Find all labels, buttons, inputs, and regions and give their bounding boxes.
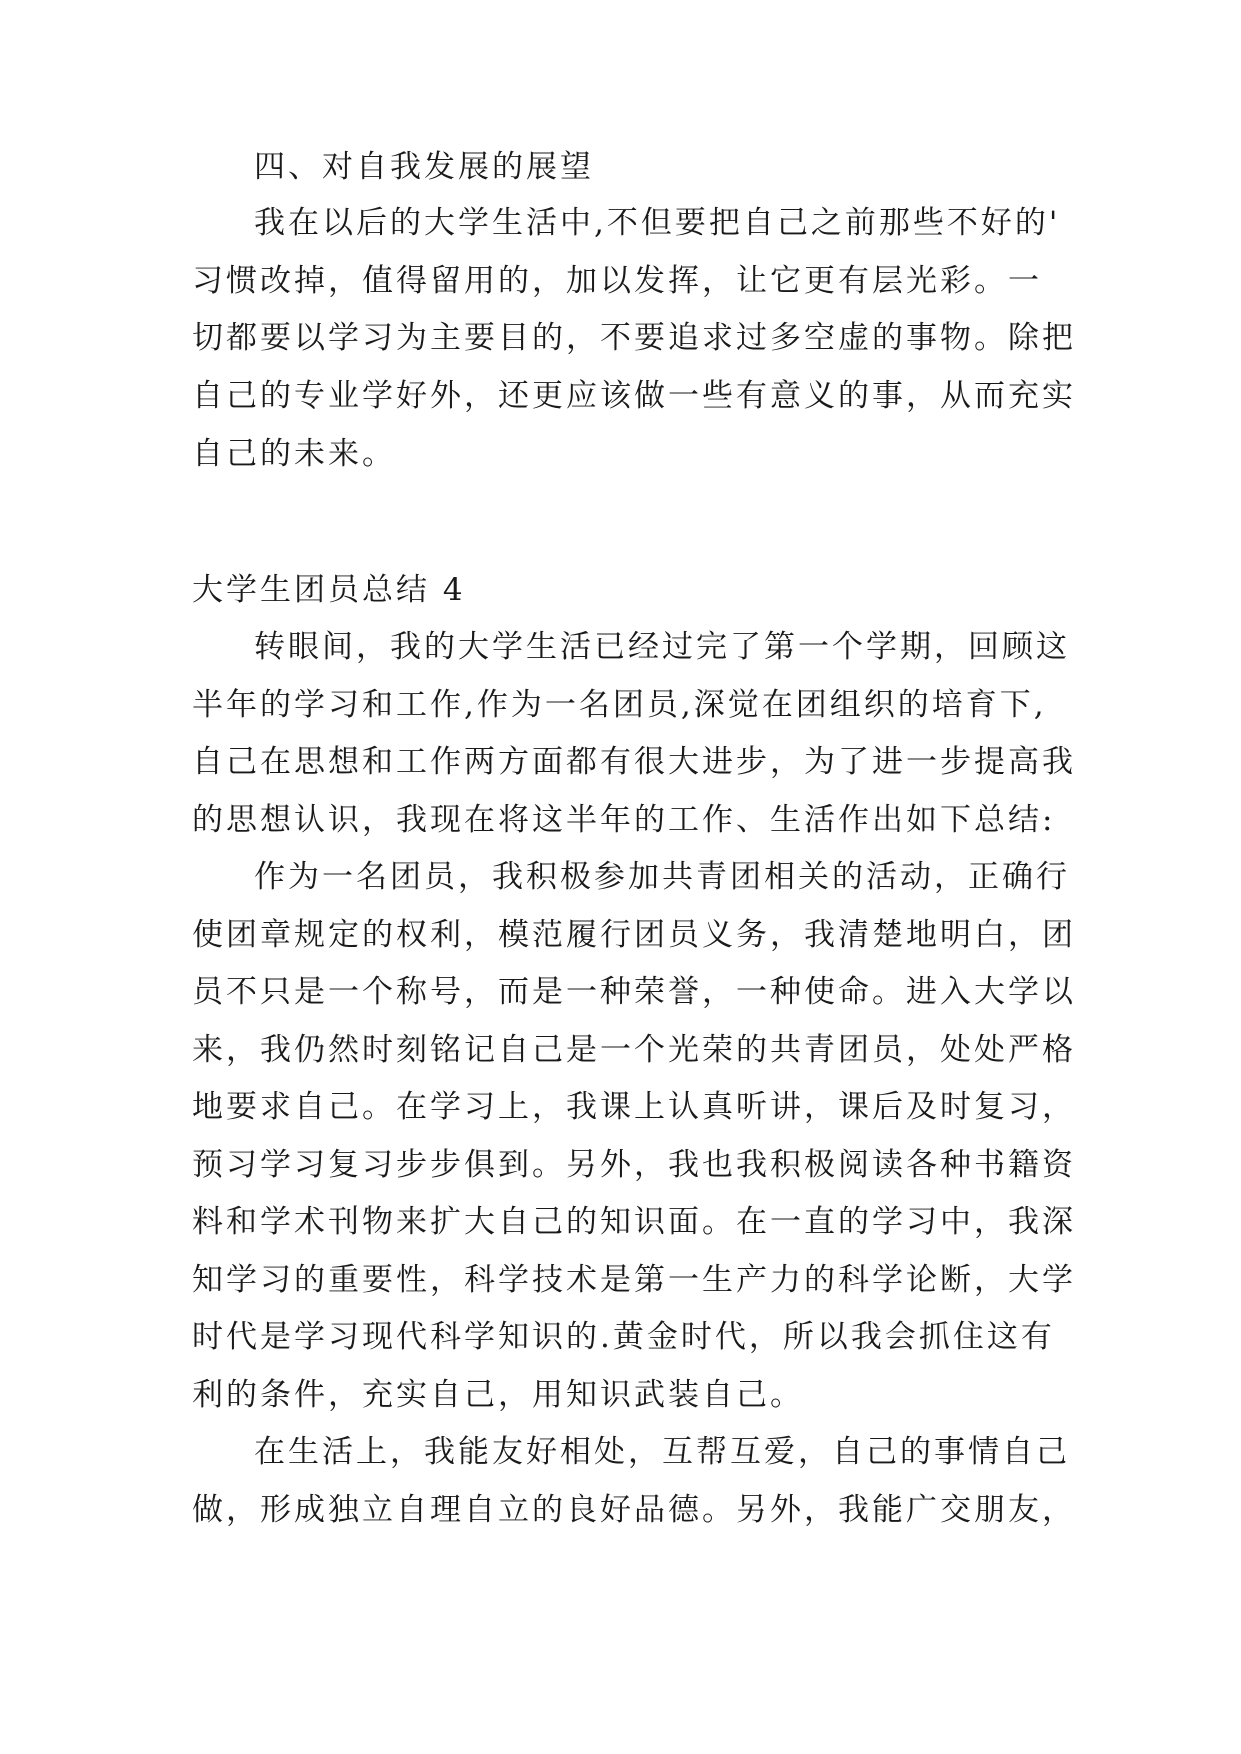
text-line: 时代是学习现代科学知识的.黄金时代，所以我会抓住这有 [192, 1319, 1055, 1355]
text-line: 习惯改掉，值得留用的，加以发挥，让它更有层光彩。一 [192, 263, 1042, 299]
text-line: 员不只是一个称号，而是一种荣誉，一种使命。进入大学以 [192, 974, 1076, 1010]
text-line: 知学习的重要性，科学技术是第一生产力的科学论断，大学 [192, 1262, 1076, 1298]
text-line: 预习学习复习步步俱到。另外，我也我积极阅读各种书籍资 [192, 1147, 1076, 1183]
text-line: 自己的未来。 [192, 436, 396, 472]
text-line: 使团章规定的权利，模范履行团员义务，我清楚地明白，团 [192, 917, 1076, 953]
article-title: 大学生团员总结 4 [192, 572, 466, 608]
text-line: 自己在思想和工作两方面都有很大进步，为了进一步提高我 [192, 744, 1076, 780]
text-line: 料和学术刊物来扩大自己的知识面。在一直的学习中，我深 [192, 1204, 1076, 1240]
text-line: 做，形成独立自理自立的良好品德。另外，我能广交朋友， [192, 1492, 1076, 1528]
section-heading: 四、对自我发展的展望 [254, 149, 594, 185]
text-line: 利的条件，充实自己，用知识武装自己。 [192, 1377, 804, 1413]
text-line: 自己的专业学好外，还更应该做一些有意义的事，从而充实 [192, 378, 1076, 414]
text-line: 半年的学习和工作,作为一名团员,深觉在团组织的培育下, [192, 687, 1047, 723]
text-line: 的思想认识，我现在将这半年的工作、生活作出如下总结: [192, 802, 1056, 838]
text-line: 切都要以学习为主要目的，不要追求过多空虚的事物。除把 [192, 320, 1076, 356]
text-line: 来，我仍然时刻铭记自己是一个光荣的共青团员，处处严格 [192, 1032, 1076, 1068]
text-line: 转眼间，我的大学生活已经过完了第一个学期，回顾这 [254, 629, 1070, 665]
text-line: 地要求自己。在学习上，我课上认真听讲，课后及时复习， [192, 1089, 1076, 1125]
text-line: 在生活上，我能友好相处，互帮互爱，自己的事情自己 [254, 1434, 1070, 1470]
text-line: 作为一名团员，我积极参加共青团相关的活动，正确行 [254, 859, 1070, 895]
text-line: 我在以后的大学生活中,不但要把自己之前那些不好的' [254, 205, 1061, 241]
